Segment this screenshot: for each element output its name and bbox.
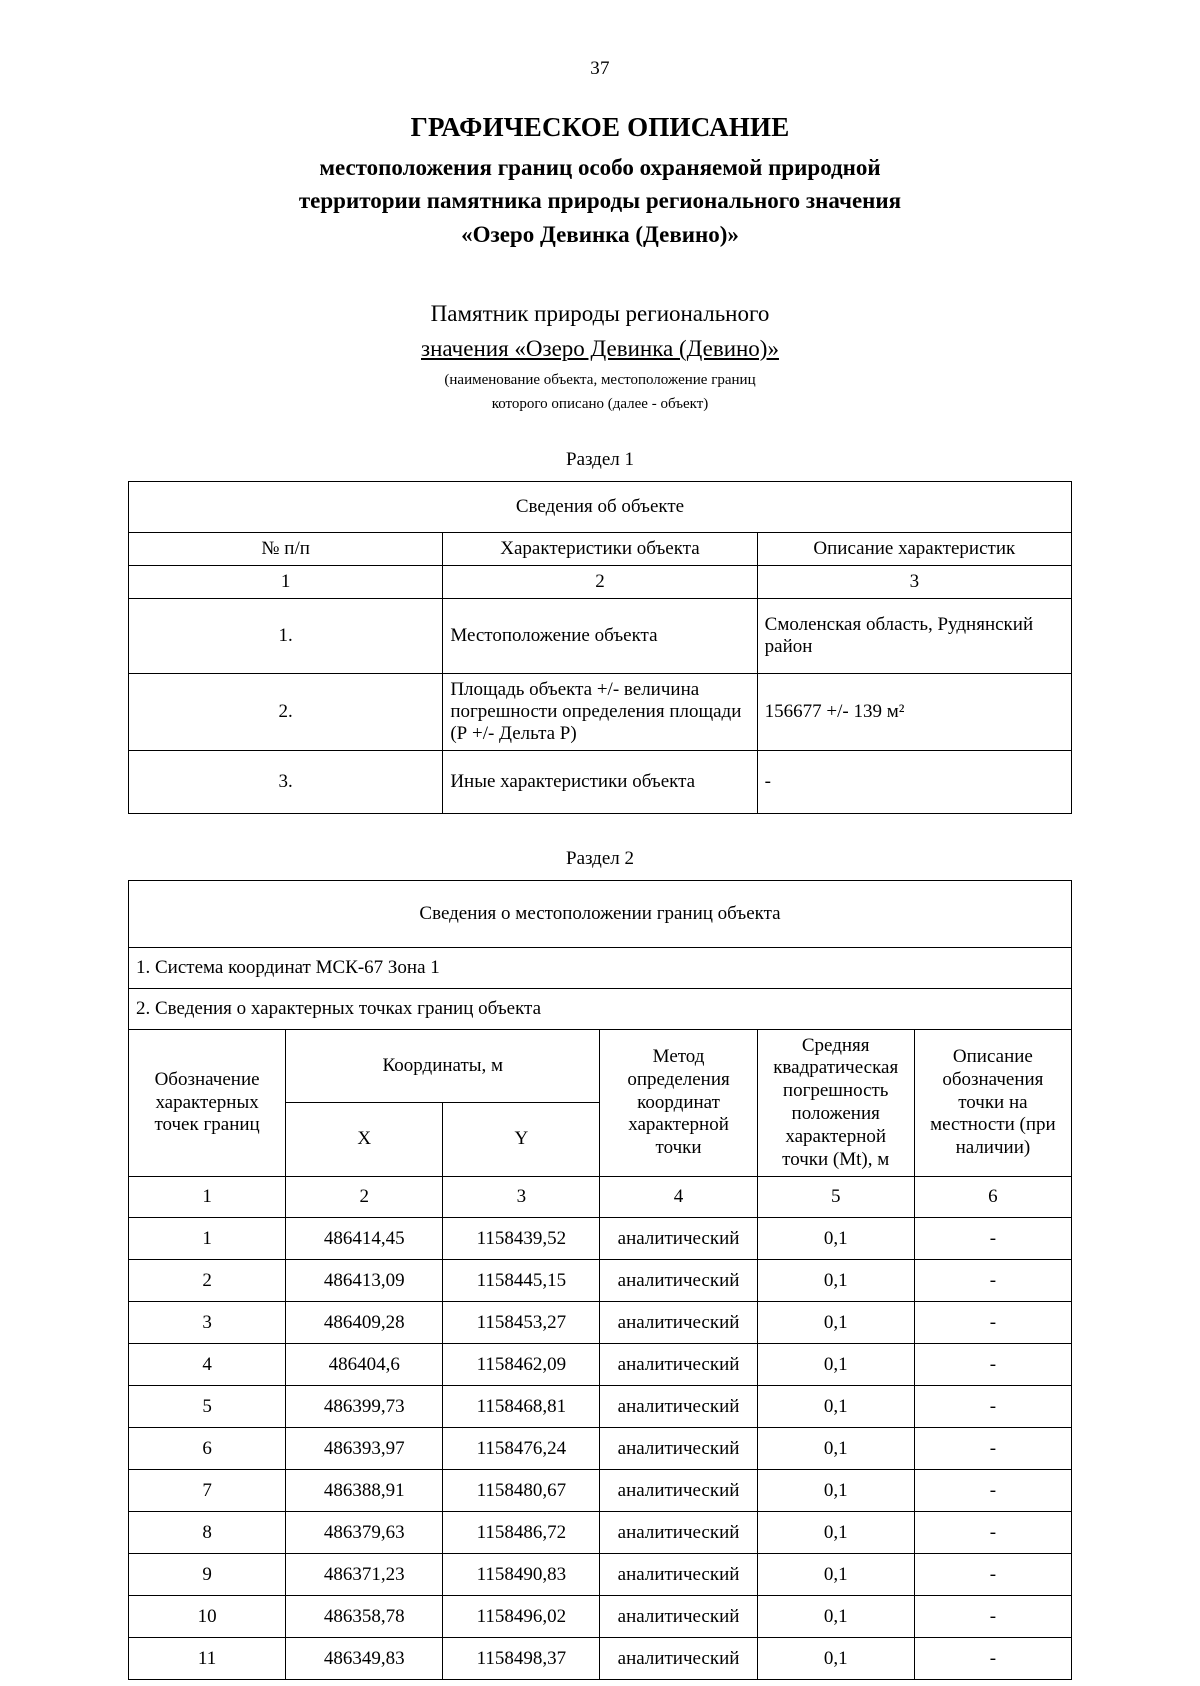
point-method: аналитический — [600, 1386, 757, 1428]
point-x: 486399,73 — [286, 1386, 443, 1428]
section-1-label: Раздел 1 — [566, 448, 634, 470]
subtitle-line-2: территории памятника природы регионального значения — [298, 188, 902, 214]
point-y: 1158468,81 — [443, 1386, 600, 1428]
point-method: аналитический — [600, 1344, 757, 1386]
object-name-line-2: значения «Озеро Девинка (Девино)» — [421, 335, 779, 361]
table-row — [129, 988, 1072, 1029]
row-characteristic: Иные характеристики объекта — [443, 750, 757, 813]
point-description: - — [914, 1512, 1071, 1554]
point-x: 486379,63 — [286, 1512, 443, 1554]
point-x: 486409,28 — [286, 1302, 443, 1344]
point-y: 1158486,72 — [443, 1512, 600, 1554]
table-row — [129, 1596, 1072, 1638]
point-description: - — [914, 1386, 1071, 1428]
col-number-1: 1 — [129, 1177, 286, 1218]
point-x: 486414,45 — [286, 1218, 443, 1260]
point-description: - — [914, 1302, 1071, 1344]
col-header-error: Средняя квадратическая погрешность положения характерной точки (Mt), м — [757, 1029, 914, 1177]
point-error: 0,1 — [757, 1512, 914, 1554]
table-row — [129, 1512, 1072, 1554]
point-description: - — [914, 1344, 1071, 1386]
section-1-table-title: Сведения об объекте — [129, 481, 1072, 532]
table-row — [129, 1554, 1072, 1596]
row-description: - — [757, 750, 1071, 813]
point-method: аналитический — [600, 1260, 757, 1302]
point-method: аналитический — [600, 1302, 757, 1344]
table-row — [129, 1638, 1072, 1680]
row-description: 156677 +/- 139 м² — [757, 673, 1071, 750]
point-error: 0,1 — [757, 1554, 914, 1596]
point-x: 486413,09 — [286, 1260, 443, 1302]
point-error: 0,1 — [757, 1596, 914, 1638]
row-characteristic: Местоположение объекта — [443, 598, 757, 673]
point-y: 1158445,15 — [443, 1260, 600, 1302]
col-header-point: Обозначение характерных точек границ — [129, 1029, 286, 1177]
section-2-table — [128, 880, 1072, 1681]
page-number: 37 — [590, 58, 610, 79]
table-row — [129, 1302, 1072, 1344]
point-x: 486371,23 — [286, 1554, 443, 1596]
point-label: 1 — [129, 1218, 286, 1260]
point-method: аналитический — [600, 1218, 757, 1260]
point-error: 0,1 — [757, 1386, 914, 1428]
point-description: - — [914, 1428, 1071, 1470]
point-y: 1158439,52 — [443, 1218, 600, 1260]
point-label: 10 — [129, 1596, 286, 1638]
subtitle-line-3: «Озеро Девинка (Девино)» — [461, 221, 739, 247]
table-row — [129, 750, 1072, 813]
document-subtitle — [0, 151, 1200, 251]
point-x: 486388,91 — [286, 1470, 443, 1512]
point-label: 3 — [129, 1302, 286, 1344]
col-header-no: № п/п — [129, 532, 443, 565]
object-note-line-2: которого описано (далее - объект) — [491, 396, 709, 413]
point-method: аналитический — [600, 1428, 757, 1470]
col-number-3: 3 — [757, 565, 1071, 598]
table-row — [129, 673, 1072, 750]
row-no: 3. — [129, 750, 443, 813]
object-note-line-1: (наименование объекта, местоположение границ — [444, 372, 756, 389]
table-row — [129, 1386, 1072, 1428]
col-number-4: 4 — [600, 1177, 757, 1218]
point-y: 1158462,09 — [443, 1344, 600, 1386]
col-header-characteristic: Характеристики объекта — [443, 532, 757, 565]
table-row — [129, 947, 1072, 988]
point-error: 0,1 — [757, 1344, 914, 1386]
col-header-method: Метод определения координат характерной точки — [600, 1029, 757, 1177]
point-y: 1158453,27 — [443, 1302, 600, 1344]
coordinate-system-line: 1. Система координат МСК-67 Зона 1 — [129, 947, 1072, 988]
point-description: - — [914, 1554, 1071, 1596]
col-number-3: 3 — [443, 1177, 600, 1218]
document-title: ГРАФИЧЕСКОЕ ОПИСАНИЕ — [410, 112, 790, 142]
point-label: 5 — [129, 1386, 286, 1428]
section-2-label: Раздел 2 — [566, 847, 634, 869]
point-label: 9 — [129, 1554, 286, 1596]
section-2-table-title: Сведения о местоположении границ объекта — [129, 880, 1072, 947]
col-number-2: 2 — [443, 565, 757, 598]
point-method: аналитический — [600, 1512, 757, 1554]
point-label: 7 — [129, 1470, 286, 1512]
table-row — [129, 481, 1072, 532]
point-label: 8 — [129, 1512, 286, 1554]
point-label: 4 — [129, 1344, 286, 1386]
col-number-2: 2 — [286, 1177, 443, 1218]
subtitle-line-1: местоположения границ особо охраняемой природной — [319, 155, 881, 180]
table-header-row — [129, 1029, 1072, 1103]
col-number-6: 6 — [914, 1177, 1071, 1218]
point-error: 0,1 — [757, 1638, 914, 1680]
table-row — [129, 880, 1072, 947]
row-characteristic: Площадь объекта +/- величина погрешности определения площади (Р +/- Дельта Р) — [443, 673, 757, 750]
table-row — [129, 1218, 1072, 1260]
point-error: 0,1 — [757, 1470, 914, 1512]
point-y: 1158480,67 — [443, 1470, 600, 1512]
point-x: 486358,78 — [286, 1596, 443, 1638]
col-header-description: Описание обозначения точки на местности (при наличии) — [914, 1029, 1071, 1177]
point-label: 11 — [129, 1638, 286, 1680]
object-name-block — [0, 297, 1200, 415]
table-header-row — [129, 532, 1072, 565]
point-x: 486349,83 — [286, 1638, 443, 1680]
col-header-x: X — [286, 1103, 443, 1177]
table-row — [129, 1260, 1072, 1302]
table-number-row — [129, 565, 1072, 598]
point-method: аналитический — [600, 1554, 757, 1596]
point-description: - — [914, 1218, 1071, 1260]
col-header-description: Описание характеристик — [757, 532, 1071, 565]
point-y: 1158498,37 — [443, 1638, 600, 1680]
object-name-line-1: Памятник природы регионального — [430, 301, 770, 327]
point-description: - — [914, 1596, 1071, 1638]
point-description: - — [914, 1638, 1071, 1680]
table-row — [129, 1428, 1072, 1470]
point-error: 0,1 — [757, 1428, 914, 1470]
table-row — [129, 1344, 1072, 1386]
row-description: Смоленская область, Руднянский район — [757, 598, 1071, 673]
point-method: аналитический — [600, 1638, 757, 1680]
point-label: 2 — [129, 1260, 286, 1302]
characteristic-points-line: 2. Сведения о характерных точках границ объекта — [129, 988, 1072, 1029]
point-error: 0,1 — [757, 1260, 914, 1302]
row-no: 2. — [129, 673, 443, 750]
point-error: 0,1 — [757, 1302, 914, 1344]
col-number-1: 1 — [129, 565, 443, 598]
point-method: аналитический — [600, 1596, 757, 1638]
point-description: - — [914, 1260, 1071, 1302]
col-header-y: Y — [443, 1103, 600, 1177]
col-header-coordinates: Координаты, м — [286, 1029, 600, 1103]
table-number-row — [129, 1177, 1072, 1218]
point-description: - — [914, 1470, 1071, 1512]
point-y: 1158496,02 — [443, 1596, 600, 1638]
point-x: 486404,6 — [286, 1344, 443, 1386]
point-error: 0,1 — [757, 1218, 914, 1260]
col-number-5: 5 — [757, 1177, 914, 1218]
point-method: аналитический — [600, 1470, 757, 1512]
point-label: 6 — [129, 1428, 286, 1470]
table-row — [129, 1470, 1072, 1512]
point-y: 1158490,83 — [443, 1554, 600, 1596]
point-x: 486393,97 — [286, 1428, 443, 1470]
table-row — [129, 598, 1072, 673]
row-no: 1. — [129, 598, 443, 673]
point-y: 1158476,24 — [443, 1428, 600, 1470]
section-1-table — [128, 481, 1072, 814]
